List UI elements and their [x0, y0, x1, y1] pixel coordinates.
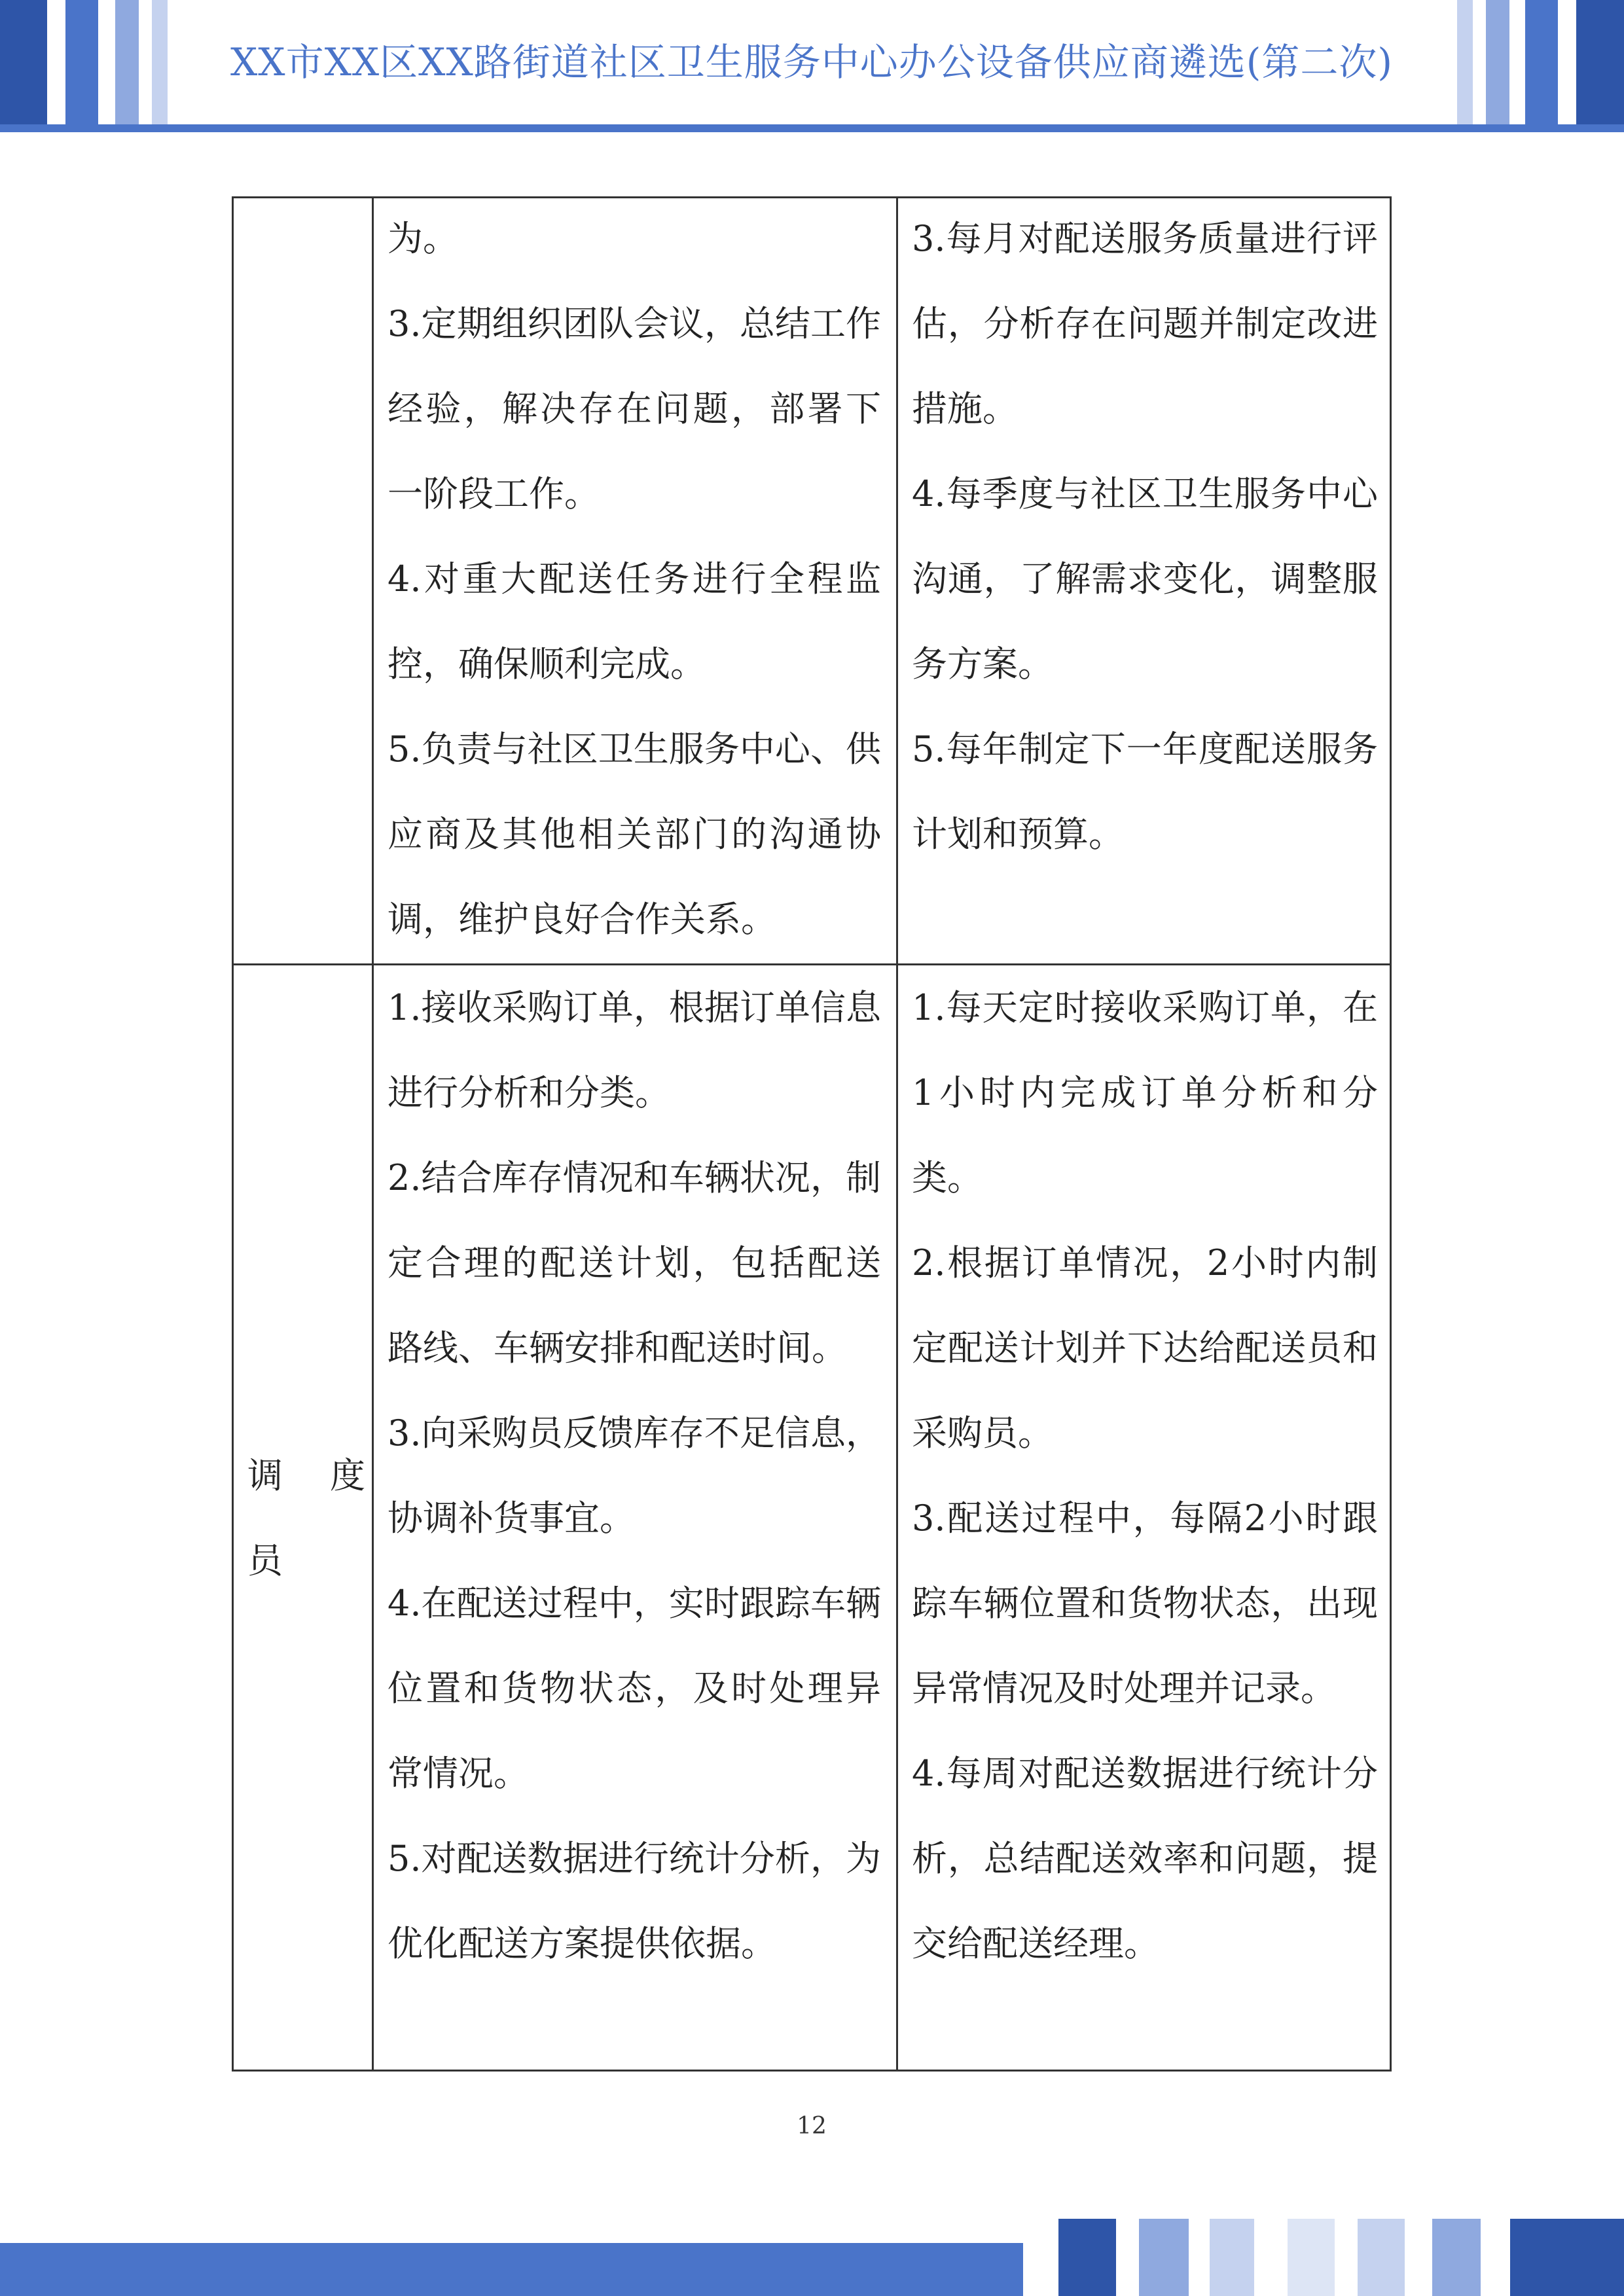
- footer-block: [1432, 2219, 1481, 2296]
- footer-block: [1288, 2219, 1335, 2296]
- duties-cell: [388, 965, 881, 1986]
- role-label-dispatcher: [247, 1433, 365, 1604]
- header-stripe: [1457, 0, 1473, 124]
- duty-item: 2.结合库存情况和车辆状况，制定合理的配送计划，包括配送路线、车辆安排和配送时间。: [388, 1157, 881, 1369]
- standards-cell: [912, 196, 1378, 877]
- footer-block: [1058, 2219, 1116, 2296]
- footer-block: [1358, 2219, 1405, 2296]
- standard-item: 4.每周对配送数据进行统计分析，总结配送效率和问题，提交给配送经理。: [912, 1753, 1378, 1964]
- standards-cell: [912, 965, 1378, 1986]
- document-title: XX市XX区XX路街道社区卫生服务中心办公设备供应商遴选(第二次): [230, 40, 1393, 84]
- column-divider: [372, 196, 374, 2072]
- duty-item: 为。: [388, 218, 458, 259]
- duty-item: 5.负责与社区卫生服务中心、供应商及其他相关部门的沟通协调，维护良好合作关系。: [388, 728, 881, 940]
- duty-item: 5.对配送数据进行统计分析，为优化配送方案提供依据。: [388, 1838, 881, 1964]
- header-rule: [0, 124, 1624, 132]
- standard-item: 3.每月对配送服务质量进行评估，分析存在问题并制定改进措施。: [912, 218, 1378, 429]
- role-char: 度: [330, 1455, 365, 1496]
- footer-block: [1210, 2219, 1254, 2296]
- duties-cell: [388, 196, 881, 962]
- header-stripe: [1525, 0, 1558, 124]
- role-char: 调: [247, 1455, 283, 1496]
- page-number: 12: [797, 2113, 827, 2140]
- footer-block: [1510, 2219, 1624, 2296]
- standard-item: 3.配送过程中，每隔2小时跟踪车辆位置和货物状态，出现异常情况及时处理并记录。: [912, 1498, 1378, 1709]
- footer-bar: [0, 2243, 1023, 2296]
- duty-item: 3.定期组织团队会议，总结工作经验，解决存在问题，部署下一阶段工作。: [388, 303, 881, 514]
- standard-item: 2.根据订单情况，2小时内制定配送计划并下达给配送员和采购员。: [912, 1242, 1378, 1454]
- standard-item: 1.每天定时接收采购订单，在1小时内完成订单分析和分类。: [912, 987, 1378, 1198]
- duty-item: 4.在配送过程中，实时跟踪车辆位置和货物状态，及时处理异常情况。: [388, 1583, 881, 1794]
- standard-item: 5.每年制定下一年度配送服务计划和预算。: [912, 728, 1378, 855]
- header-stripe: [152, 0, 168, 124]
- header-stripe: [65, 0, 98, 124]
- header-stripe: [1486, 0, 1509, 124]
- column-divider: [896, 196, 898, 2072]
- header-stripe: [0, 0, 47, 124]
- duty-item: 1.接收采购订单，根据订单信息进行分析和分类。: [388, 987, 881, 1113]
- header-stripe: [115, 0, 139, 124]
- footer-block: [1139, 2219, 1189, 2296]
- header-stripe: [1576, 0, 1624, 124]
- duty-item: 3.向采购员反馈库存不足信息，协调补货事宜。: [388, 1412, 881, 1539]
- standard-item: 4.每季度与社区卫生服务中心沟通，了解需求变化，调整服务方案。: [912, 473, 1378, 685]
- role-char: 员: [247, 1540, 283, 1581]
- duty-item: 4.对重大配送任务进行全程监控，确保顺利完成。: [388, 558, 881, 685]
